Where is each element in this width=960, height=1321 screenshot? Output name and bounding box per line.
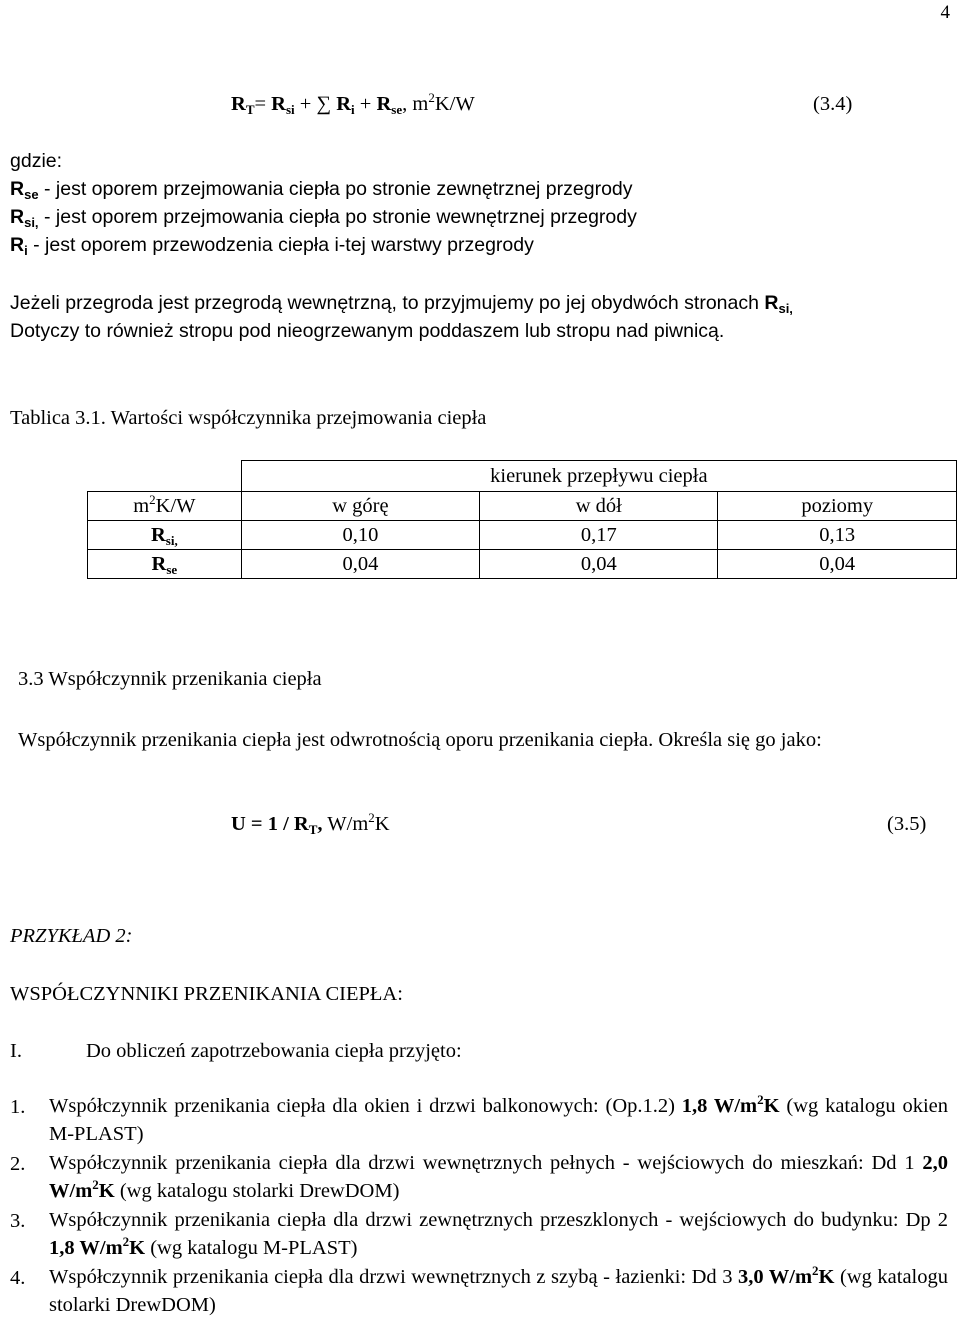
list-item-number: 4. [10, 1267, 26, 1289]
coefficients-table [87, 460, 957, 579]
table-row-label: $R_{se}$ [88, 550, 242, 579]
table-cell: 0,10 [241, 521, 479, 550]
table-col-header: w dół [480, 492, 718, 521]
sum-symbol: ∑ [316, 93, 332, 115]
formula-3-5: $U = 1 / R_T$, $W/m^2K$ [231, 810, 390, 837]
table-cell: 0,04 [241, 550, 479, 579]
table-cell: 0,04 [718, 550, 957, 579]
list-item-number: 3. [10, 1210, 26, 1232]
formula-3-4-number: (3.4) [813, 93, 853, 115]
table-cell: 0,04 [480, 550, 718, 579]
list-item: Współczynnik przenikania ciepła dla okien i drzwi balkonowych: (Op.1.2) 1,8 $W/m^2K$ (wg katalogu okien M-PLAST) [49, 1092, 949, 1145]
example-subtitle: WSPÓŁCZYNNIKI PRZENIKANIA CIEPŁA: [10, 983, 403, 1005]
definition-rse: $R_{se}$ - jest oporem przejmowania ciepła po stronie zewnętrznej przegrody [10, 178, 633, 202]
page-number: 4 [940, 2, 950, 23]
table-row [88, 550, 957, 579]
table-col-header: poziomy [718, 492, 957, 521]
table-cell: 0,17 [480, 521, 718, 550]
definition-rsi: $R_{si,}$ - jest oporem przejmowania ciepła po stronie wewnętrznej przegrody [10, 206, 637, 230]
table-row [88, 521, 957, 550]
table-span-header: kierunek przepływu ciepła [241, 461, 956, 492]
table-header-row [88, 492, 957, 521]
formula-3-5-number: (3.5) [887, 813, 927, 835]
paragraph-ceiling: Dotyczy to również stropu pod nieogrzewanym poddaszem lub stropu nad piwnicą. [10, 320, 725, 342]
list-item: Współczynnik przenikania ciepła dla drzwi wewnętrznych pełnych - wejściowych do mieszkań: Dd 1 2,0 $W/m^2K$ (wg katalogu stolarki DrewDOM) [49, 1152, 948, 1202]
section-paragraph: Współczynnik przenikania ciepła jest odwrotnością oporu przenikania ciepła. Określa się go jako: [18, 729, 822, 751]
table-row-label: $R_{si,}$ [88, 521, 242, 550]
section-heading: 3.3 Współczynnik przenikania ciepła [18, 668, 322, 690]
list-item: Współczynnik przenikania ciepła dla drzwi zewnętrznych przeszklonych - wejściowych do budynku: Dp 2 1,8 $W/m^2K$ (wg katalogu M-PLAST) [49, 1209, 948, 1259]
table-unit-cell: $m^2K/W$ [88, 492, 242, 521]
definition-ri: $R_i$ - jest oporem przewodzenia ciepła i-tej warstwy przegrody [10, 234, 534, 258]
formula-3-4: $R_T= R_{si}$ + ∑ $R_i + R_{se}$, $m^2K/W$ [231, 90, 475, 117]
table-caption: Tablica 3.1. Wartości współczynnika przejmowania ciepła [10, 407, 487, 429]
roman-item-number: I. [10, 1040, 22, 1062]
example-title: PRZYKŁAD 2: [10, 925, 133, 947]
list-item: Współczynnik przenikania ciepła dla drzwi wewnętrznych z szybą - łazienki: Dd 3 3,0 $W/m^2K$ (wg katalogu stolarki DrewDOM) [49, 1263, 948, 1316]
list-item-number: 1. [10, 1096, 26, 1118]
where-label: gdzie: [10, 150, 63, 172]
table-col-header: w górę [241, 492, 479, 521]
table-cell: 0,13 [718, 521, 957, 550]
roman-item-text: Do obliczeń zapotrzebowania ciepła przyjęto: [86, 1040, 462, 1062]
paragraph-internal-wall: Jeżeli przegroda jest przegrodą wewnętrzną, to przyjmujemy po jej obydwóch stronach $R_{si,}$ [10, 292, 793, 316]
list-item-number: 2. [10, 1153, 26, 1175]
